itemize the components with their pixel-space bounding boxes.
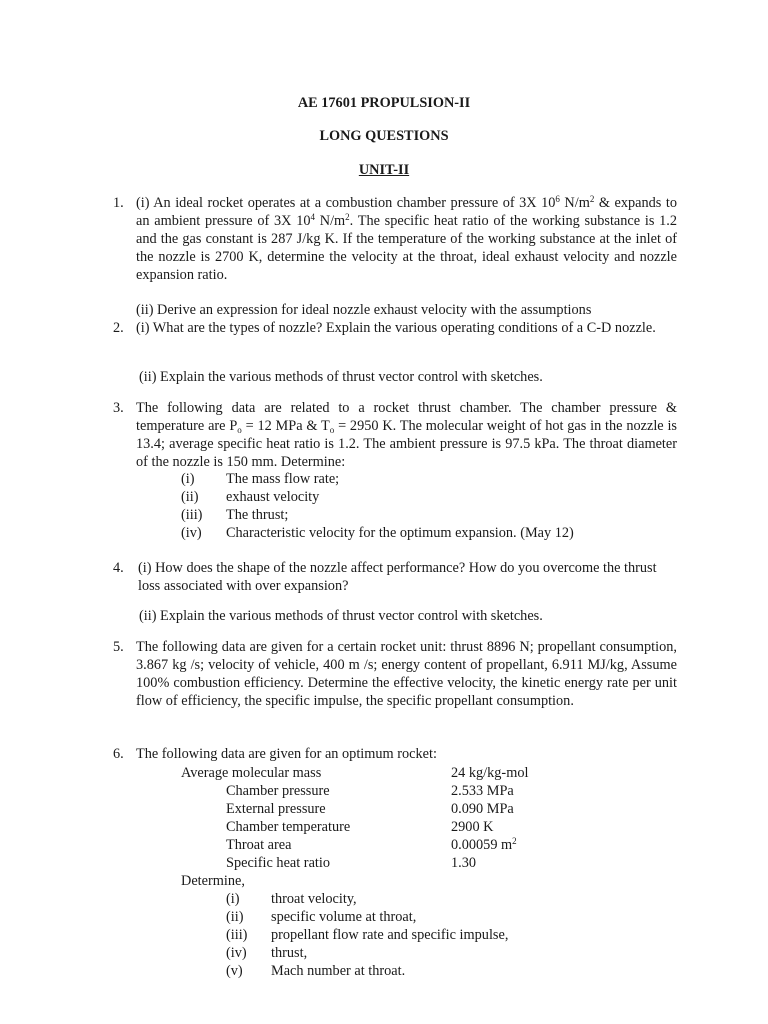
question-3-text: The following data are related to a rocket thrust chamber. The chamber pressure & temperature are $P_o = 12$ MPa & $T_o = 2950$ K. The molecular weight of hot gas in the nozzle is 13.4; average specific heat ratio is 1.2. The ambient pressure is 97.5 kPa. The throat diameter of the nozzle is 150 mm. Determine:	[136, 400, 677, 470]
data-value: 24 kg/kg-mol	[451, 765, 529, 781]
data-value: 1.30	[451, 855, 477, 871]
question-number: 1.	[113, 195, 124, 211]
question-number: 6.	[113, 746, 124, 762]
data-value: 0.090 MPa	[451, 801, 514, 817]
section-title: LONG QUESTIONS	[319, 128, 449, 144]
data-label: External pressure	[226, 801, 326, 817]
course-title: AE 17601 PROPULSION-II	[297, 95, 471, 111]
unit-title: UNIT-II	[358, 162, 410, 178]
data-label: Chamber temperature	[226, 819, 351, 835]
question-number: 3.	[113, 400, 124, 416]
question-number: 5.	[113, 639, 124, 655]
question-3	[113, 399, 677, 471]
question-4-part-i: (i) How does the shape of the nozzle affect performance? How do you overcome the thrust loss associated with over expansion?	[138, 560, 657, 594]
data-value: 2.533 MPa	[451, 783, 514, 799]
question-1-part-ii: (ii) Derive an expression for ideal nozzle exhaust velocity with the assumptions	[136, 302, 592, 318]
question-2-part-i: (i) What are the types of nozzle? Explain the various operating conditions of a C-D nozzle.	[136, 320, 656, 336]
question-1	[113, 194, 677, 284]
data-label: Specific heat ratio	[226, 855, 331, 871]
data-label: Throat area	[226, 837, 292, 853]
question-2	[113, 319, 677, 337]
determine-label: Determine,	[181, 873, 245, 889]
document-page: AE 17601 PROPULSION-II LONG QUESTIONS UNIT-II 1. (i) An ideal rocket operates at a combustion chamber pressure of 3X $10^6$ $N/m^2$ & expands to an ambient pressure of 3X $10^4$ $N/m^2$. The specific heat ratio of the working substance is 1.2 and the gas constant is 287 J/kg K. If the temperature of the working substance at the inlet of the nozzle is 2700 K, determine the velocity at the throat, ideal exhaust velocity and nozzle expansion ratio. (ii) Derive an expression for ideal nozzle exhaust velocity with the assumptions 2. (i) What are the types of nozzle? Explain the various operating conditions of a C-D nozzle. (ii) Explain the various methods of thrust vector control with sketches. 3. The following data are related to a rocket thrust chamber. The chamber pressure & temperature are $P_o = 12$ MPa & $T_o = 2950$ K. The molecular weight of hot gas in the nozzle is 13.4; average specific heat ratio is 1.2. The ambient pressure is 97.5 kPa. The throat diameter of the nozzle is 150 mm. Determine: (i) The mass flow rate; (ii) exhaust velocity (iii) The thrust; (iv) Characteristic velocity for the optimum expansion. (May 12) 4. (i) How does the shape of the nozzle affect performance? How do you overcome the thrust loss associated with over expansion? (ii) Explain the various methods of thrust vector control with sketches. 5. The following data are given for a certain rocket unit: thrust 8896 N; propellant consumption, 3.867 kg /s; velocity of vehicle, 400 m /s; energy content of propellant, 6.911 MJ/kg, Assume 100% combustion efficiency. Determine the effective velocity, the kinetic energy rate per unit flow of efficiency, the specific impulse, the specific propellant consumption. 6. The following data are given for an optimum rocket: Average molecular mass 24 kg/kg-mol Chamber pressure 2.533 MPa External pressure 0.090 MPa Chamber temperature 2900 K Throat area 0.00059 $m^2$ Specific heat ratio 1.30 Determine, (i) throat velocity, (ii) specific volume at throat, (iii) propellant flow rate and specific impulse, (iv) thrust, (v) Mach number at throat.	[0, 0, 768, 1024]
question-2-part-ii: (ii) Explain the various methods of thrust vector control with sketches.	[139, 369, 543, 385]
question-4	[113, 559, 677, 595]
question-5: 5. The following data are given for a certain rocket unit: thrust 8896 N; propellant consumption, 3.867 kg /s; velocity of vehicle, 400 m /s; energy content of propellant, 6.911 MJ/kg, Assume 100% combustion efficiency. Determine the effective velocity, the kinetic energy rate per unit flow of efficiency, the specific impulse, the specific propellant consumption.	[113, 639, 677, 709]
question-4-part-ii: (ii) Explain the various methods of thrust vector control with sketches.	[139, 608, 543, 624]
data-value: 0.00059 $m^2$	[451, 836, 517, 853]
question-number: 4.	[113, 560, 124, 576]
data-value: 2900 K	[451, 819, 494, 835]
question-6: 6. The following data are given for an optimum rocket:	[113, 746, 437, 762]
question-1-part-i: (i) An ideal rocket operates at a combustion chamber pressure of 3X $10^6$ $N/m^2$ & expands to an ambient pressure of 3X $10^4$ $N/m^2$. The specific heat ratio of the working substance is 1.2 and the gas constant is 287 J/kg K. If the temperature of the working substance at the inlet of the nozzle is 2700 K, determine the velocity at the throat, ideal exhaust velocity and nozzle expansion ratio.	[136, 194, 677, 283]
question-number: 2.	[113, 320, 124, 336]
data-label: Chamber pressure	[226, 783, 330, 799]
data-label: Average molecular mass	[181, 765, 322, 781]
